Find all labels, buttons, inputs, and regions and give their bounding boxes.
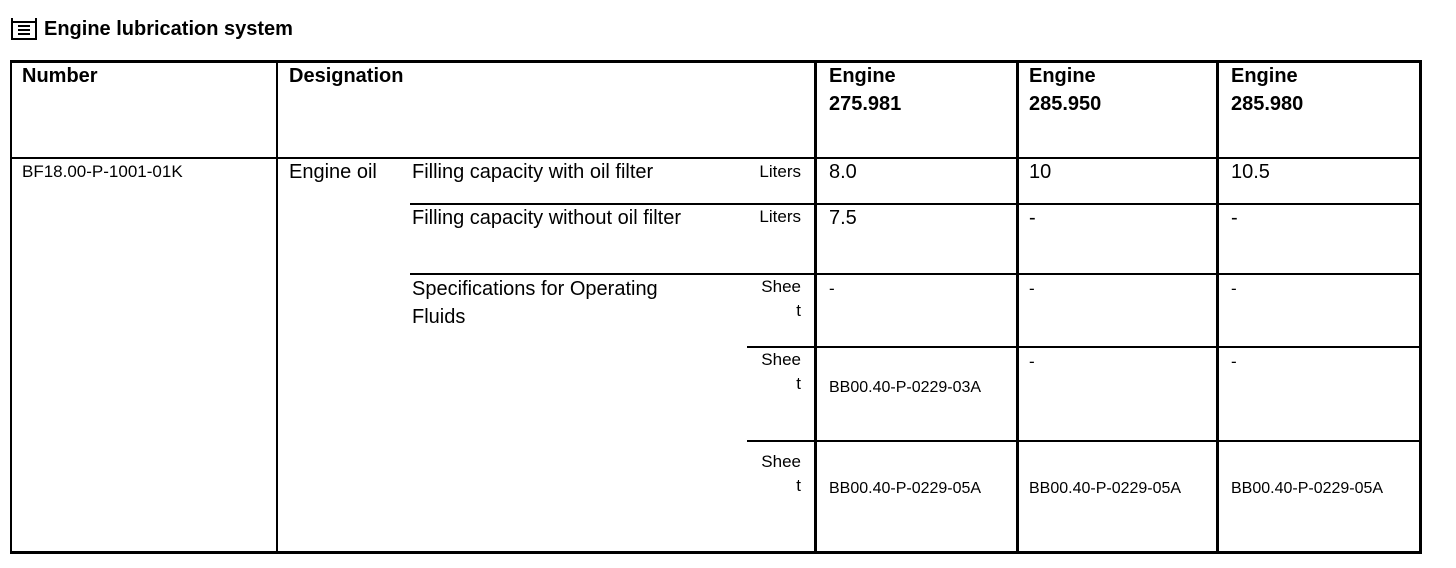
page-title: Engine lubrication system — [44, 17, 293, 40]
item-label-specifications: Specifications for Operating Fluids — [412, 278, 658, 328]
row-number: BF18.00-P-1001-01K — [22, 162, 183, 181]
item-unit-without-filter: Liters — [759, 207, 801, 226]
header-engine-2: Engine 285.950 — [1029, 65, 1102, 115]
sheet-unit-3: Shee t — [761, 452, 801, 495]
sheet2-value-e2: - — [1029, 352, 1035, 371]
row-sep-4 — [747, 440, 1422, 442]
sheet3-value-e3: BB00.40-P-0229-05A — [1231, 480, 1384, 497]
header-number: Number — [22, 65, 98, 87]
value-without-filter-e2: - — [1029, 207, 1036, 229]
item-unit-with-filter: Liters — [759, 162, 801, 181]
table-border-top — [10, 60, 1422, 63]
section-title — [10, 14, 293, 44]
table-border-left — [10, 60, 12, 554]
sheet1-value-e3: - — [1231, 279, 1237, 298]
value-with-filter-e1: 8.0 — [829, 161, 857, 183]
sheet1-value-e1: - — [829, 279, 835, 298]
document-icon — [10, 17, 38, 41]
header-engine-3: Engine 285.980 — [1231, 65, 1304, 115]
sheet3-value-e1: BB00.40-P-0229-05A — [829, 480, 982, 497]
header-separator — [10, 157, 1422, 159]
item-label-without-filter: Filling capacity without oil filter — [412, 207, 681, 229]
value-without-filter-e3: - — [1231, 207, 1238, 229]
col-sep-engine2 — [1216, 60, 1219, 554]
item-label-with-filter: Filling capacity with oil filter — [412, 161, 654, 183]
col-sep-engine1 — [1016, 60, 1019, 554]
sheet2-value-e3: - — [1231, 352, 1237, 371]
sheet1-value-e2: - — [1029, 279, 1035, 298]
sheet-unit-2: Shee t — [761, 350, 801, 393]
sheet2-value-e1: BB00.40-P-0229-03A — [829, 379, 982, 396]
col-sep-number — [276, 60, 278, 554]
row-designation: Engine oil — [289, 161, 377, 183]
value-with-filter-e2: 10 — [1029, 161, 1052, 183]
table-border-bottom — [10, 551, 1422, 554]
header-designation: Designation — [289, 65, 404, 87]
table-border-right — [1419, 60, 1422, 554]
sheet-unit-1: Shee t — [761, 277, 801, 320]
value-with-filter-e3: 10.5 — [1231, 161, 1270, 183]
col-sep-designation — [814, 60, 817, 554]
header-engine-1: Engine 275.981 — [829, 65, 902, 115]
sheet3-value-e2: BB00.40-P-0229-05A — [1029, 480, 1182, 497]
row-sep-3 — [747, 346, 1422, 348]
value-without-filter-e1: 7.5 — [829, 207, 857, 229]
